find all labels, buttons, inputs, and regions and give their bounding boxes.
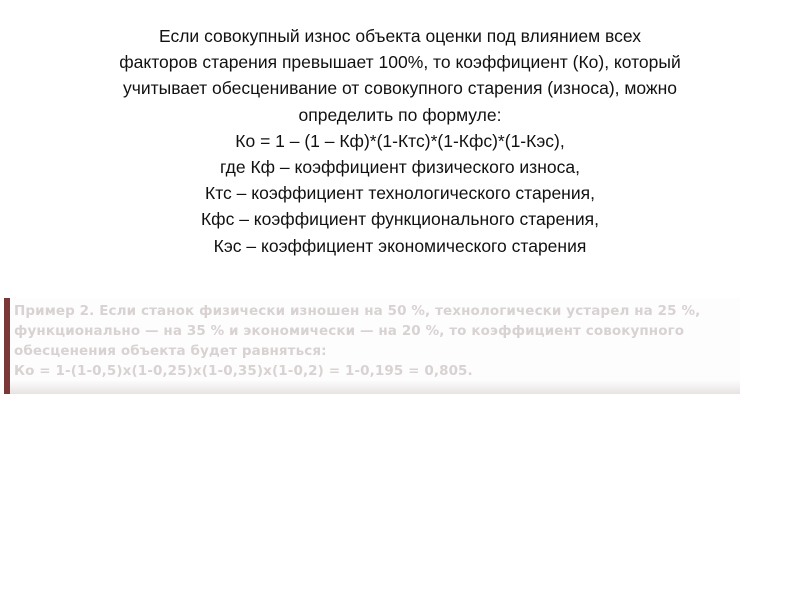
text-line: Если совокупный износ объекта оценки под влиянием всех xyxy=(159,26,641,46)
text-line: факторов старения превышает 100%, то коэффициент (Ко), который xyxy=(119,52,681,73)
text-line: определить по формуле: xyxy=(298,104,502,125)
example-text xyxy=(14,301,734,381)
example-box xyxy=(4,298,740,394)
definition-line: Ктс – коэффициент технологического старения, xyxy=(205,183,595,204)
formula-line: Ко = 1 – (1 – Кф)*(1-Ктс)*(1-Кфс)*(1-Кэс), xyxy=(235,130,565,151)
example-line: Пример 2. Если станок физически изношен на 50 %, технологически устарел на 25 %, xyxy=(14,303,701,319)
example-line: обесценения объекта будет равняться: xyxy=(14,343,327,359)
definition-line: Кэс – коэффициент экономического старения xyxy=(213,235,587,256)
text-line: учитывает обесценивание от совокупного старения (износа), можно xyxy=(122,78,678,99)
definition-line: где Кф – коэффициент физического износа, xyxy=(220,157,580,178)
example-formula-line: Ко = 1-(1-0,5)х(1-0,25)х(1-0,35)х(1-0,2) = 1-0,195 = 0,805. xyxy=(14,363,473,379)
main-text-block xyxy=(20,23,780,259)
example-line: функционально — на 35 % и экономически — на 20 %, то коэффициент совокупного xyxy=(14,323,685,339)
definition-line: Кфс – коэффициент функционального старения, xyxy=(200,209,600,230)
